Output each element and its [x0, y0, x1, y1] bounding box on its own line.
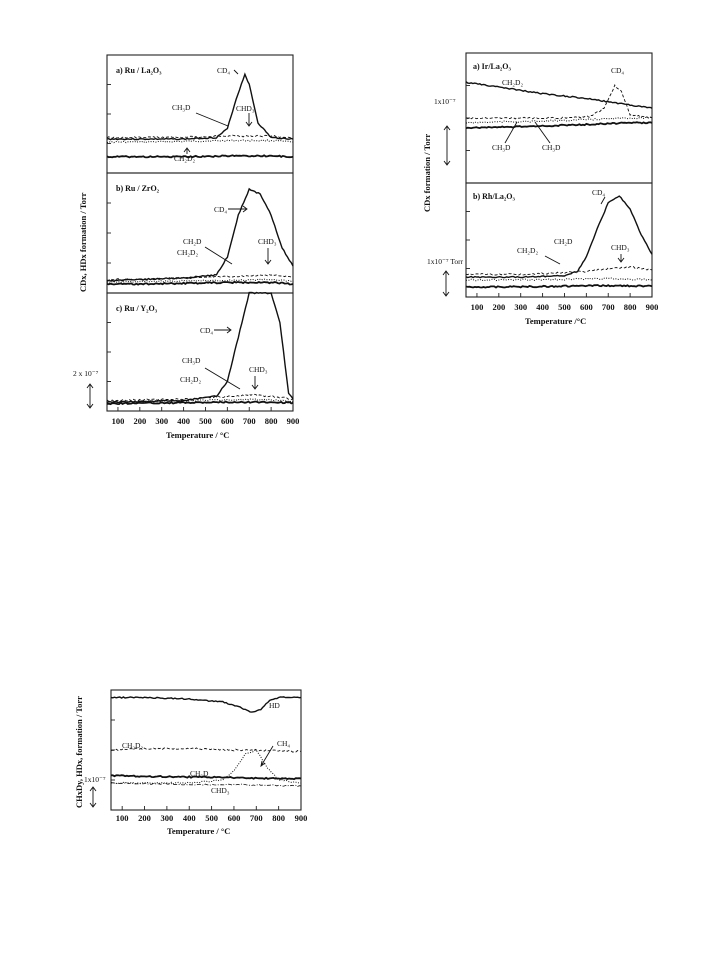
right-x-tick-label-700: 700	[601, 302, 615, 312]
bottom-x-tick-label-400: 400	[182, 813, 196, 823]
annot-rb-chd3-arrow	[618, 254, 624, 262]
right-x-tick-labels	[471, 293, 659, 312]
annot-c-cd4: CD₄	[200, 326, 214, 335]
annot-bot-ch3d: CH₃D	[190, 769, 209, 778]
annot-ra-ch3d-1: CH₃D	[492, 143, 511, 152]
annot-c-ch3d: CH₃D	[182, 356, 201, 365]
right-x-tick-label-600: 600	[579, 302, 593, 312]
annot-b-ch2d2: CH₂D₂	[177, 248, 199, 257]
annot-rb-ch2d2: CH₂D₂	[517, 246, 539, 255]
right-panel-b-label: b) Rh/La₂O₃	[473, 192, 515, 201]
annot-rb-cd4: CD₄	[592, 188, 606, 197]
annot-b-cd4: CD₄	[214, 205, 228, 214]
annot-b-chd3: CHD₃	[258, 237, 277, 246]
annot-bot-ch4-arrow	[261, 746, 273, 766]
annot-bot-ch4: CH₄	[277, 739, 291, 748]
annot-b-ch2d: CH₂D	[183, 237, 202, 246]
right-scale-label-a: 1x10⁻⁷	[434, 97, 456, 106]
left-scale-label: 2 x 10⁻⁷	[73, 369, 99, 378]
right-a-series-cd4	[466, 85, 652, 119]
bottom-x-tick-label-800: 800	[272, 813, 286, 823]
bottom-x-tick-label-500: 500	[205, 813, 218, 823]
annot-a-ch3d-leader	[196, 113, 228, 126]
left-y-axis-title: CDx, HDx formation / Torr	[78, 192, 88, 292]
left-x-tick-label-700: 700	[242, 416, 256, 426]
left-a-series-ch2d2	[107, 155, 293, 157]
right-x-tick-label-200: 200	[492, 302, 506, 312]
panel-b-label: b) Ru / ZrO₂	[116, 184, 160, 193]
annot-rb-ch2d: CH₂D	[554, 237, 573, 246]
left-scale-arrow	[87, 384, 93, 408]
annot-rb-cd4-arrow	[601, 197, 605, 204]
left-x-axis-title: Temperature / °C	[166, 430, 230, 440]
left-b-series-chd3	[107, 282, 293, 285]
right-x-tick-label-900: 900	[645, 302, 659, 312]
right-scale-arrow-b	[443, 271, 449, 296]
right-x-tick-label-100: 100	[470, 302, 484, 312]
right-scale-label-b: 1x10⁻⁷ Torr	[427, 257, 464, 266]
annot-bot-ch2d2: CH₂D₂	[122, 741, 144, 750]
annot-ra-ch3d-2: CH₃D	[542, 143, 561, 152]
annot-bot-chd3: CHD₃	[211, 786, 230, 795]
right-panel-a-label: a) Ir/La₂O₃	[473, 62, 511, 71]
annot-ra-cd4: CD₄	[611, 66, 625, 75]
annot-b-chd3-arrow	[265, 248, 271, 264]
bottom-scale-arrow	[90, 787, 96, 807]
bottom-x-tick-label-900: 900	[294, 813, 308, 823]
right-b-series-ch2d	[466, 267, 652, 275]
annot-b-cd4-arrow	[228, 206, 247, 212]
right-a-series-ch3d	[466, 122, 652, 128]
annot-bot-hd: HD	[269, 701, 280, 710]
left-x-tick-label-100: 100	[111, 416, 125, 426]
right-y-axis-title: CDx formation / Torr	[422, 133, 432, 212]
right-a-series-ch2d2	[466, 82, 652, 109]
bottom-x-tick-label-100: 100	[115, 813, 129, 823]
bottom-x-tick-label-700: 700	[249, 813, 263, 823]
left-x-tick-label-300: 300	[155, 416, 169, 426]
right-x-tick-label-300: 300	[514, 302, 528, 312]
annot-c-ch2d2: CH₂D₂	[180, 375, 202, 384]
left-x-tick-label-500: 500	[199, 416, 212, 426]
bottom-series-chd3	[111, 783, 301, 787]
annot-c-leader	[205, 368, 240, 389]
annot-rb-chd3: CHD₃	[611, 243, 630, 252]
left-x-tick-label-800: 800	[264, 416, 278, 426]
left-x-tick-label-200: 200	[133, 416, 147, 426]
right-y-ticks	[466, 86, 470, 269]
annot-c-chd3-arrow	[252, 376, 258, 389]
right-panel-a-frame	[466, 53, 652, 183]
annot-a-chd3: CHD₃	[236, 104, 255, 113]
left-x-tick-label-400: 400	[177, 416, 190, 426]
left-x-tick-label-600: 600	[220, 416, 234, 426]
right-x-tick-label-800: 800	[623, 302, 637, 312]
annot-rb-leader	[545, 256, 560, 264]
bottom-x-tick-labels	[116, 806, 308, 823]
left-x-tick-labels	[112, 407, 300, 426]
bottom-figure	[74, 690, 307, 836]
left-b-series-ch2d	[107, 274, 293, 280]
bottom-y-axis-title: CHxDy, HDx, formation / Torr	[74, 696, 84, 808]
annot-c-chd3: CHD₃	[249, 365, 268, 374]
annot-a-chd3-arrow	[246, 113, 252, 126]
annot-a-cd4: CD₄	[217, 66, 231, 75]
left-b-series-cd4	[107, 189, 293, 281]
left-x-tick-label-900: 900	[286, 416, 300, 426]
right-scale-arrow-a	[444, 126, 450, 165]
annot-c-cd4-arrow	[214, 327, 231, 333]
right-x-tick-label-500: 500	[558, 302, 571, 312]
right-series-group	[466, 82, 652, 288]
annot-ra-ch3d-1-leader	[505, 122, 517, 143]
annot-a-cd4-arrow	[234, 70, 238, 74]
bottom-scale-label: 1x10⁻⁷	[84, 775, 106, 784]
bottom-x-tick-label-300: 300	[160, 813, 174, 823]
right-b-series-chd3	[466, 285, 652, 288]
bottom-x-tick-label-200: 200	[138, 813, 151, 823]
left-y-ticks	[107, 85, 111, 382]
annot-a-ch2d2: CH₂D₂	[174, 154, 196, 163]
right-b-series-ch2d2	[466, 278, 652, 281]
right-figure	[422, 53, 658, 326]
bottom-x-axis-title: Temperature / °C	[167, 826, 231, 836]
right-x-tick-label-400: 400	[536, 302, 549, 312]
bottom-x-tick-label-600: 600	[227, 813, 241, 823]
panel-c-label: c) Ru / Y₂O₃	[116, 304, 158, 313]
left-a-series-cd4	[107, 74, 293, 139]
right-x-axis-title: Temperature /°C	[525, 316, 587, 326]
left-figure	[73, 55, 299, 440]
annot-ra-ch2d2: CH₂D₂	[502, 78, 524, 87]
annot-a-ch3d: CH₃D	[172, 103, 191, 112]
panel-a-label: a) Ru / La₂O₃	[116, 66, 162, 75]
